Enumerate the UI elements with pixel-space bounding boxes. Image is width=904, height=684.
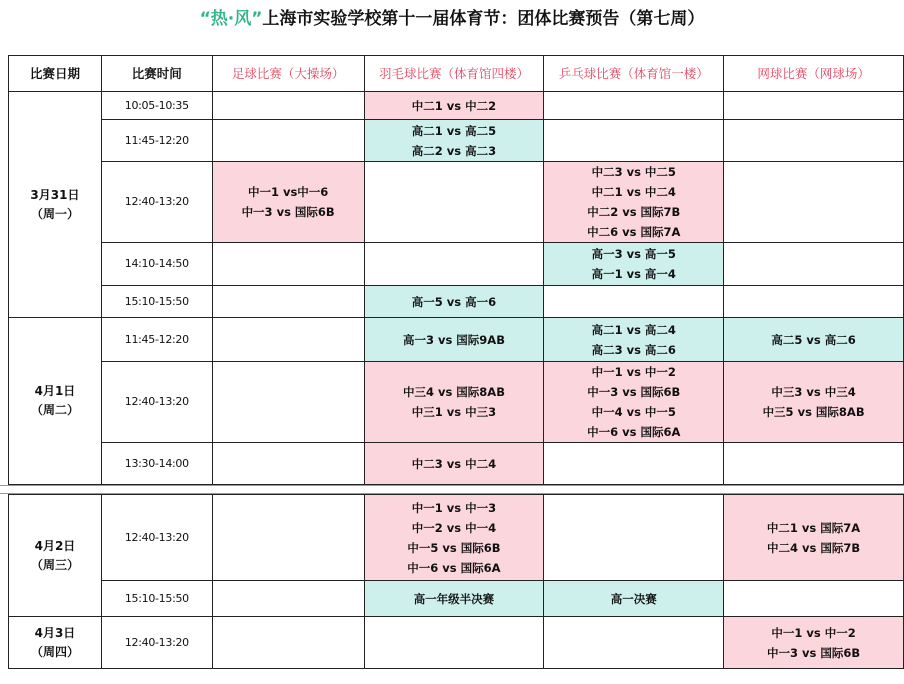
page-title xyxy=(0,6,904,32)
match-line: 中一6 vs 国际6A xyxy=(587,425,681,439)
table-row xyxy=(9,286,904,318)
match-line: 中三3 vs 中三4 xyxy=(771,385,856,399)
time-cell: 12:40-13:20 xyxy=(101,162,212,243)
pingpong-match-cell xyxy=(544,92,724,120)
badminton-match-cell xyxy=(364,495,544,581)
time-cell: 12:40-13:20 xyxy=(101,495,212,581)
time-cell: 12:40-13:20 xyxy=(101,617,212,669)
match-line: 高二5 vs 高二6 xyxy=(771,332,856,347)
date-cell xyxy=(9,318,102,485)
football-match-cell xyxy=(212,286,364,318)
table-row xyxy=(9,495,904,581)
date-label: 4月2日 xyxy=(34,538,76,553)
tennis-match-cell xyxy=(724,243,904,286)
football-match-cell xyxy=(212,443,364,485)
match-line: 中二1 vs 中二2 xyxy=(411,98,497,113)
table-row xyxy=(9,617,904,669)
weekday-label: （周二） xyxy=(30,403,79,417)
badminton-match-cell xyxy=(364,120,544,162)
tennis-match-cell xyxy=(724,92,904,120)
pingpong-match-cell xyxy=(544,443,724,485)
match-line: 高二1 vs 高二4 xyxy=(591,322,676,337)
date-label: 4月1日 xyxy=(34,384,76,398)
pingpong-match-cell xyxy=(544,617,724,669)
tennis-match-cell xyxy=(724,581,904,617)
weekday-label: （周三） xyxy=(30,557,79,572)
pingpong-match-cell xyxy=(544,120,724,162)
football-match-cell xyxy=(212,243,364,286)
badminton-match-cell xyxy=(364,362,544,443)
title-quote: “热·风” xyxy=(199,9,263,29)
football-match-cell xyxy=(212,581,364,617)
match-line: 高一决赛 xyxy=(610,591,657,606)
tennis-match-cell xyxy=(724,362,904,443)
football-match-cell xyxy=(212,617,364,669)
table-row xyxy=(9,92,904,120)
match-line: 中二1 vs 中二4 xyxy=(591,185,676,199)
schedule-table-bottom xyxy=(8,494,904,669)
pingpong-match-cell xyxy=(544,162,724,243)
time-cell: 10:05-10:35 xyxy=(101,92,212,120)
time-cell: 12:40-13:20 xyxy=(101,362,212,443)
header-date: 比赛日期 xyxy=(9,56,102,92)
match-line: 高二3 vs 高二6 xyxy=(591,342,676,357)
pingpong-match-cell xyxy=(544,286,724,318)
match-line: 中一2 vs 中一4 xyxy=(411,520,497,535)
table-row xyxy=(9,120,904,162)
match-line: 高一5 vs 高一6 xyxy=(411,294,497,309)
football-match-cell xyxy=(212,120,364,162)
match-line: 中二1 vs 国际7A xyxy=(766,520,861,535)
match-line: 中一6 vs 国际6A xyxy=(407,560,501,575)
page-break-divider xyxy=(0,485,904,494)
match-line: 中二4 vs 国际7B xyxy=(767,540,861,555)
tennis-match-cell xyxy=(724,120,904,162)
time-cell: 14:10-14:50 xyxy=(101,243,212,286)
match-line: 中三5 vs 国际8AB xyxy=(762,405,865,419)
football-match-cell xyxy=(212,162,364,243)
tennis-match-cell xyxy=(724,495,904,581)
tennis-match-cell xyxy=(724,286,904,318)
date-cell xyxy=(9,495,102,617)
date-label: 4月3日 xyxy=(34,625,76,640)
date-label: 3月31日 xyxy=(30,187,80,202)
badminton-match-cell xyxy=(364,581,544,617)
tennis-match-cell xyxy=(724,617,904,669)
date-cell xyxy=(9,617,102,669)
pingpong-match-cell xyxy=(544,495,724,581)
badminton-match-cell xyxy=(364,443,544,485)
time-cell: 11:45-12:20 xyxy=(101,318,212,362)
match-line: 中一4 vs 中一5 xyxy=(591,405,676,419)
tennis-match-cell xyxy=(724,443,904,485)
pingpong-match-cell xyxy=(544,243,724,286)
badminton-match-cell xyxy=(364,162,544,243)
tennis-match-cell xyxy=(724,318,904,362)
weekday-label: （周四） xyxy=(30,644,79,659)
time-cell: 15:10-15:50 xyxy=(101,286,212,318)
table-row xyxy=(9,443,904,485)
table-row xyxy=(9,581,904,617)
header-pingpong: 乒乓球比赛（体育馆一楼） xyxy=(544,56,724,92)
match-line: 高一3 vs 国际9AB xyxy=(402,332,505,347)
badminton-match-cell xyxy=(364,243,544,286)
date-cell xyxy=(9,92,102,318)
header-time: 比赛时间 xyxy=(101,56,212,92)
badminton-match-cell xyxy=(364,286,544,318)
match-line: 中三1 vs 中三3 xyxy=(411,405,497,419)
badminton-match-cell xyxy=(364,617,544,669)
pingpong-match-cell xyxy=(544,318,724,362)
football-match-cell xyxy=(212,362,364,443)
match-line: 中一1 vs 中一2 xyxy=(591,365,676,379)
time-cell: 13:30-14:00 xyxy=(101,443,212,485)
header-football: 足球比赛（大操场） xyxy=(212,56,364,92)
match-line: 高一1 vs 高一4 xyxy=(591,267,676,281)
table-row xyxy=(9,362,904,443)
pingpong-match-cell xyxy=(544,362,724,443)
header-badminton: 羽毛球比赛（体育馆四楼） xyxy=(364,56,544,92)
match-line: 高二2 vs 高二3 xyxy=(411,143,497,158)
table-row xyxy=(9,318,904,362)
title-text: 上海市实验学校第十一届体育节：团体比赛预告（第七周） xyxy=(262,9,705,29)
football-match-cell xyxy=(212,495,364,581)
match-line: 中一1 vs 中一3 xyxy=(411,500,497,515)
match-line: 高一3 vs 高一5 xyxy=(591,247,676,261)
match-line: 中一1 vs 中一2 xyxy=(771,625,856,640)
badminton-match-cell xyxy=(364,318,544,362)
tennis-match-cell xyxy=(724,162,904,243)
match-line: 中一1 vs中一6 xyxy=(247,185,329,199)
match-line: 中一5 vs 国际6B xyxy=(407,540,501,555)
table-header-row xyxy=(9,56,904,92)
match-line: 中一3 vs 国际6B xyxy=(587,385,681,399)
match-line: 高一年级半决赛 xyxy=(413,591,495,606)
table-row xyxy=(9,243,904,286)
header-tennis: 网球比赛（网球场） xyxy=(724,56,904,92)
match-line: 中三4 vs 国际8AB xyxy=(402,385,505,399)
time-cell: 11:45-12:20 xyxy=(101,120,212,162)
table-row xyxy=(9,162,904,243)
match-line: 中一3 vs 国际6B xyxy=(767,645,861,660)
schedule-table-top xyxy=(8,55,904,485)
match-line: 中二2 vs 国际7B xyxy=(587,205,681,219)
match-line: 中二3 vs 中二4 xyxy=(411,456,497,471)
time-cell: 15:10-15:50 xyxy=(101,581,212,617)
match-line: 中一3 vs 国际6B xyxy=(241,205,335,219)
football-match-cell xyxy=(212,318,364,362)
match-line: 高二1 vs 高二5 xyxy=(411,123,497,138)
pingpong-match-cell xyxy=(544,581,724,617)
football-match-cell xyxy=(212,92,364,120)
badminton-match-cell xyxy=(364,92,544,120)
match-line: 中二3 vs 中二5 xyxy=(591,165,676,179)
weekday-label: （周一） xyxy=(30,206,79,221)
match-line: 中二6 vs 国际7A xyxy=(587,225,681,239)
